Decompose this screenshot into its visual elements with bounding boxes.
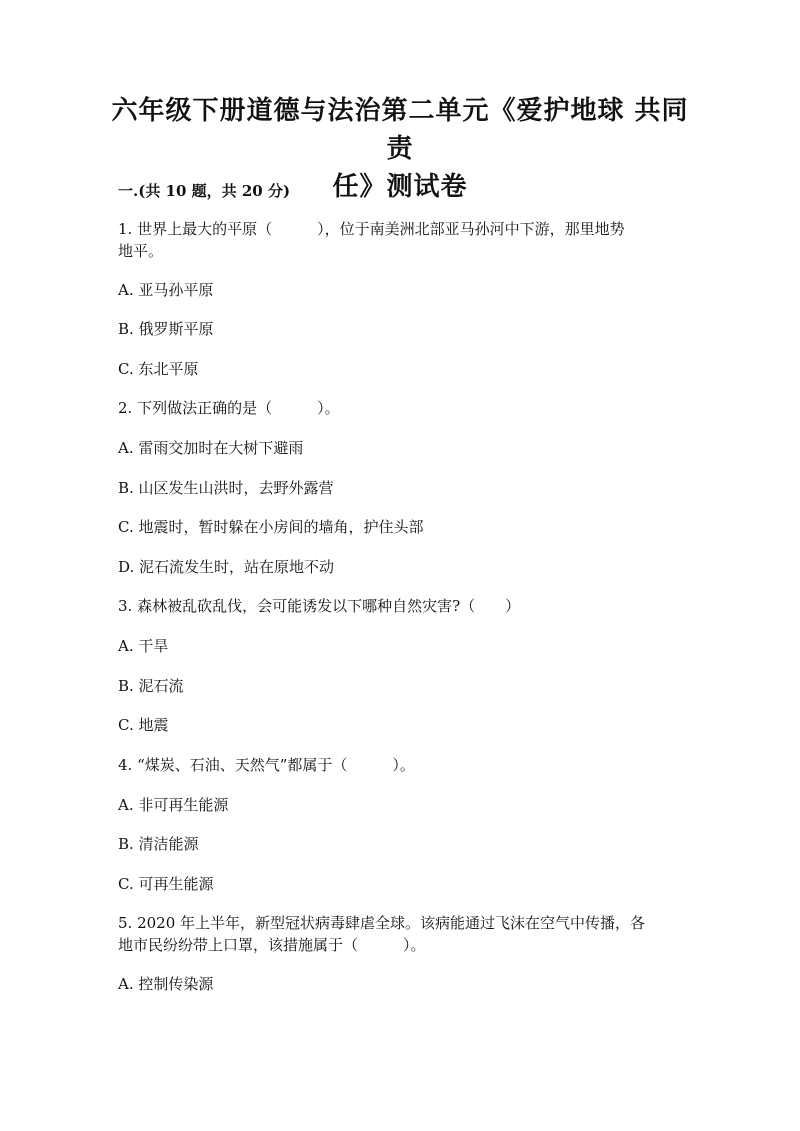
question-1-option-b: B. 俄罗斯平原	[118, 320, 214, 338]
question-4-stem: 4. “煤炭、石油、天然气”都属于（ ）。	[118, 756, 415, 774]
question-1-option-c: C. 东北平原	[118, 360, 199, 378]
question-5-option-a: A. 控制传染源	[118, 975, 214, 993]
question-4-option-b: B. 清洁能源	[118, 835, 199, 853]
question-4-option-c: C. 可再生能源	[118, 875, 214, 893]
title-line-1: 六年级下册道德与法治第二单元《爱护地球 共同责	[111, 96, 689, 164]
title-line-2: 任》测试卷	[332, 172, 468, 202]
question-3-option-c: C. 地震	[118, 716, 169, 734]
question-1-option-a: A. 亚马孙平原	[118, 281, 214, 299]
question-5-stem-line-2: 地市民纷纷带上口罩，该措施属于（ ）。	[118, 936, 426, 954]
question-3-option-a: A. 干旱	[118, 637, 169, 655]
question-1-stem-line-2: 地平。	[118, 242, 164, 260]
question-3-stem: 3. 森林被乱砍乱伐，会可能诱发以下哪种自然灾害?（ ）	[118, 597, 521, 615]
question-2-option-c: C. 地震时，暂时躲在小房间的墙角，护住头部	[118, 518, 424, 536]
question-2-option-b: B. 山区发生山洪时，去野外露营	[118, 479, 334, 497]
question-5-stem-line-1: 5. 2020 年上半年，新型冠状病毒肆虐全球。该病能通过飞沫在空气中传播，各	[118, 914, 646, 932]
question-2-stem: 2. 下列做法正确的是（ ）。	[118, 399, 340, 417]
question-2-option-d: D. 泥石流发生时，站在原地不动	[118, 558, 335, 576]
question-4-option-a: A. 非可再生能源	[118, 796, 229, 814]
question-1-stem-line-1: 1. 世界上最大的平原（ ），位于南美洲北部亚马孙河中下游，那里地势	[118, 220, 625, 238]
section-heading: 一.(共 10 题，共 20 分)	[118, 182, 291, 200]
question-3-option-b: B. 泥石流	[118, 677, 184, 695]
question-2-option-a: A. 雷雨交加时在大树下避雨	[118, 439, 304, 457]
